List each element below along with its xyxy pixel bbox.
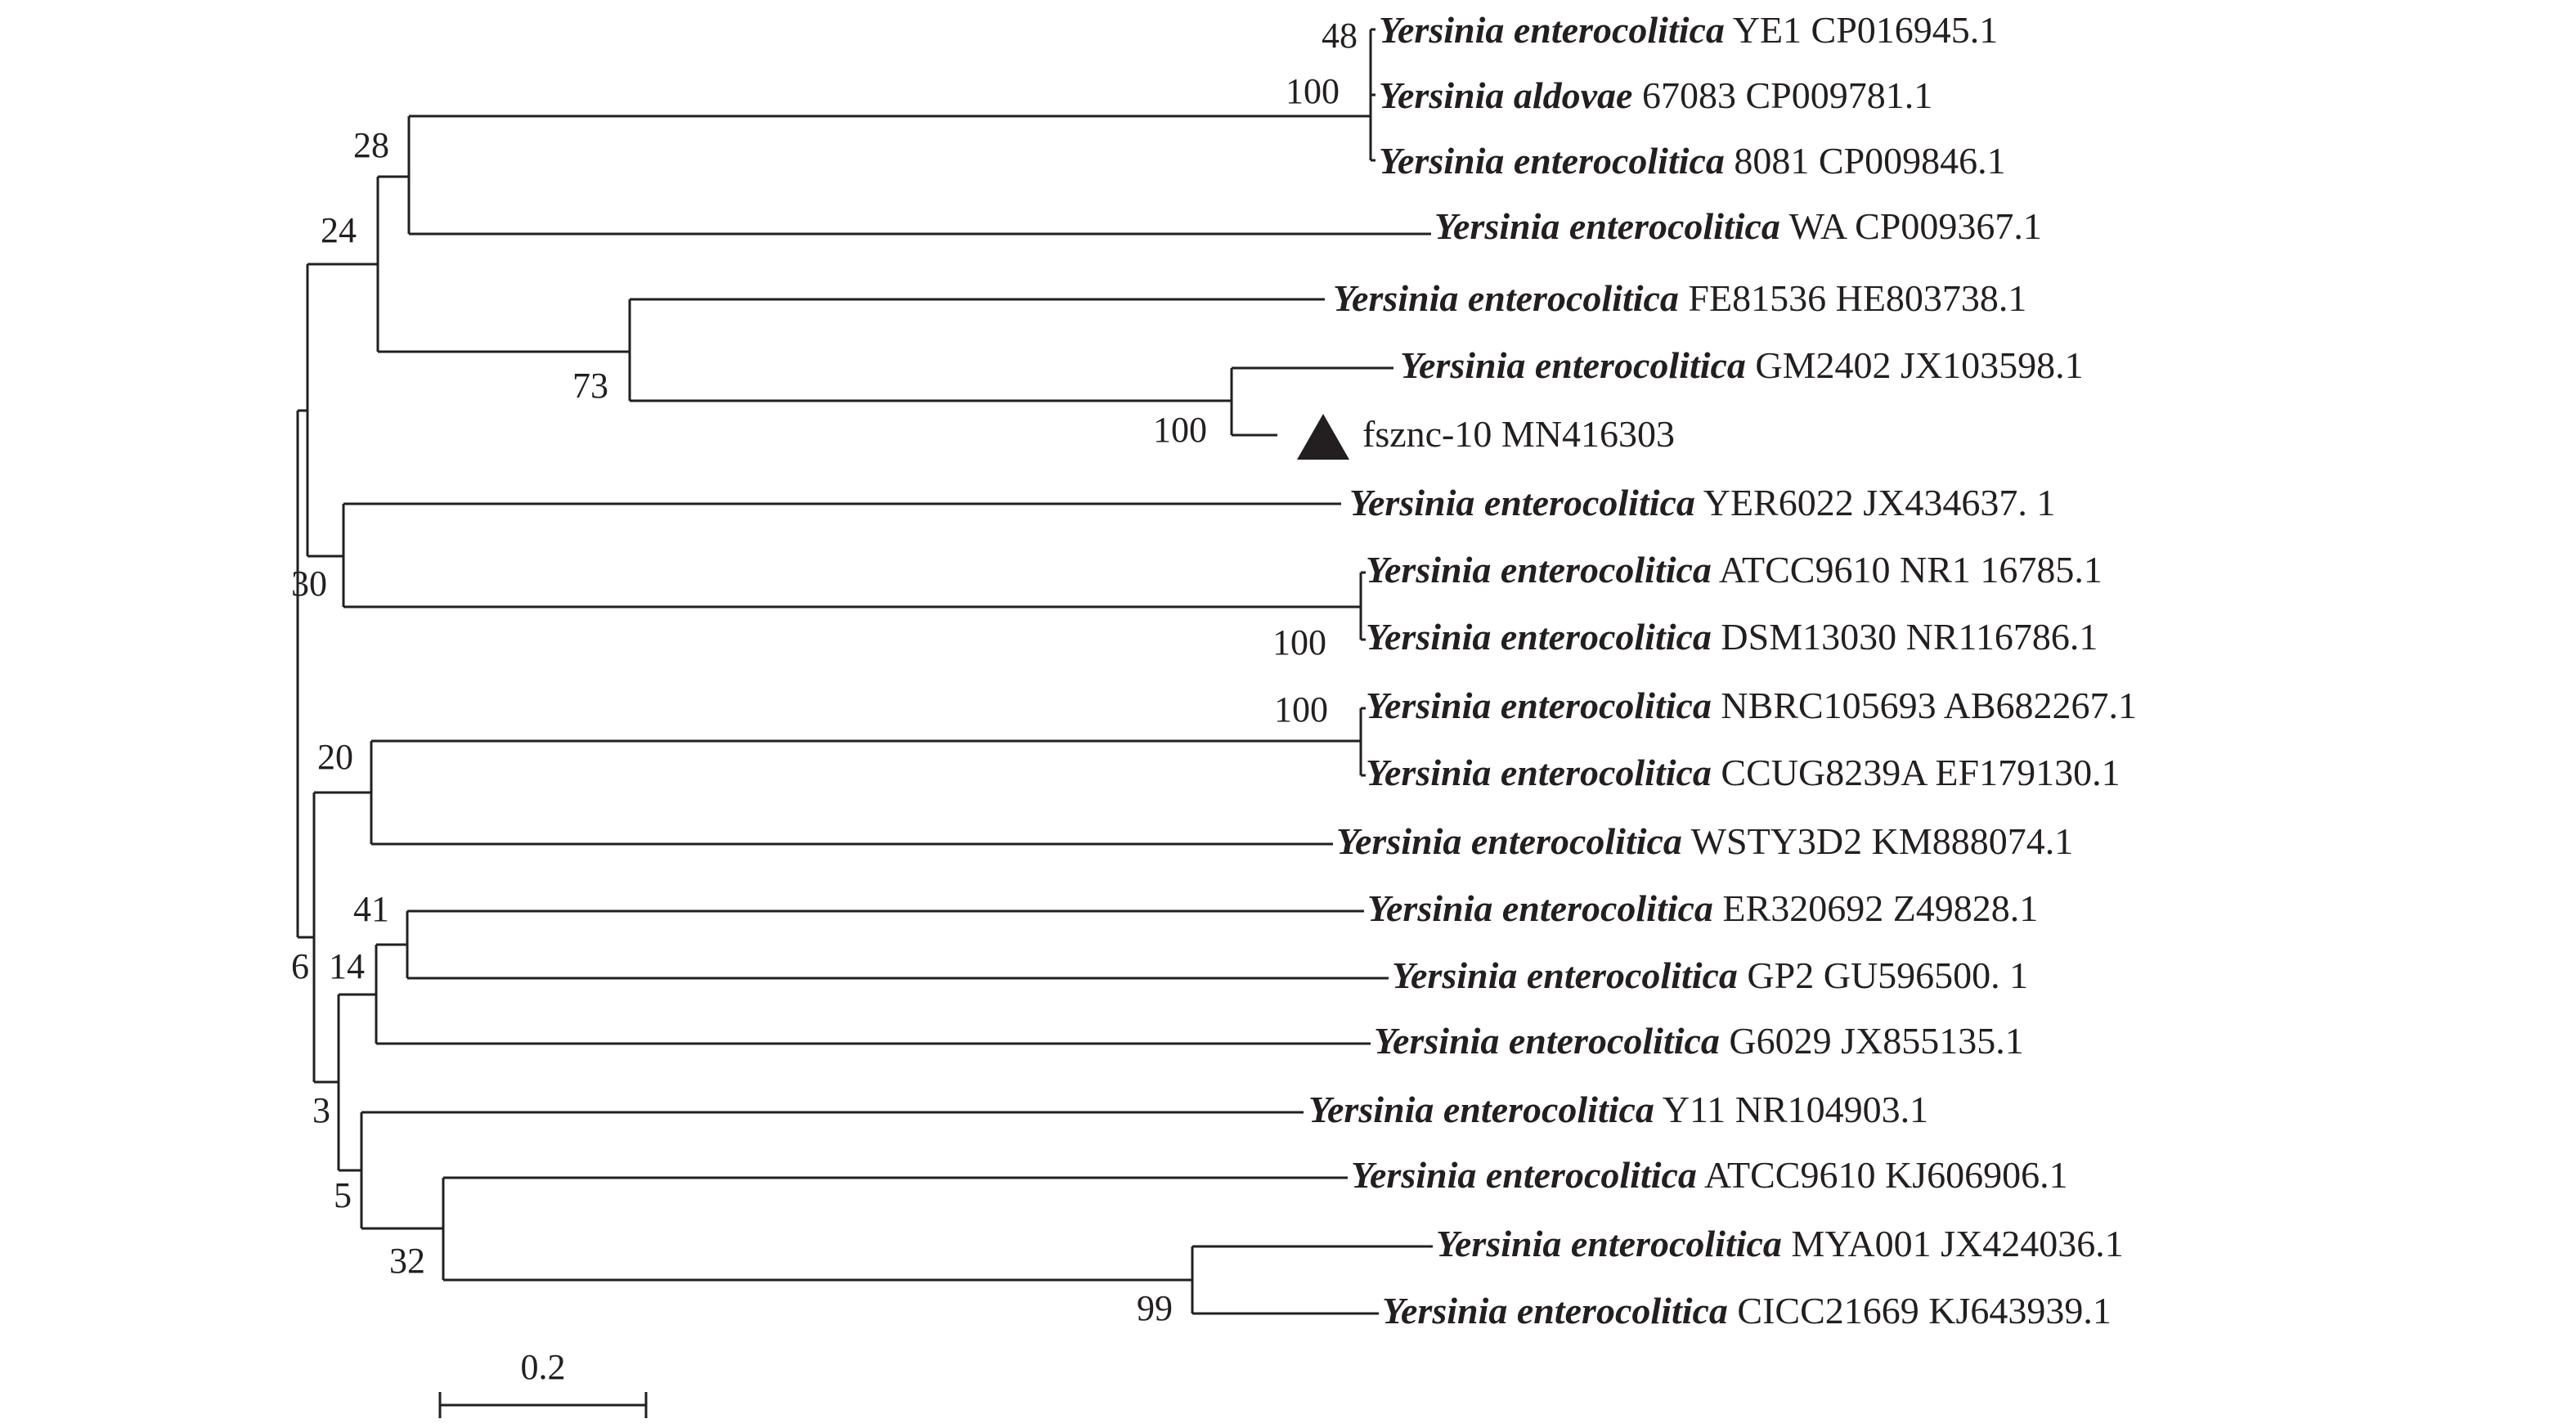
species-name: Yersinia enterocolitica — [1308, 1089, 1654, 1130]
leaf-label — [1374, 1020, 2024, 1062]
species-name: Yersinia enterocolitica — [1336, 820, 1682, 862]
strain-accession: MYA001 JX424036.1 — [1791, 1223, 2124, 1264]
scale-bar — [440, 1347, 646, 1418]
strain-accession: FE81536 HE803738.1 — [1688, 277, 2027, 319]
strain-accession: CCUG8239A EF179130.1 — [1721, 752, 2120, 793]
strain-accession: CICC21669 KJ643939.1 — [1737, 1290, 2112, 1331]
species-name: Yersinia enterocolitica — [1349, 482, 1695, 523]
species-name: Yersinia enterocolitica — [1366, 752, 1712, 793]
scale-bar-label: 0.2 — [520, 1347, 566, 1387]
leaf-label — [1379, 9, 1998, 51]
strain-accession: DSM13030 NR116786.1 — [1721, 616, 2098, 658]
leaf-label — [1400, 344, 2084, 386]
leaf-label — [1366, 549, 2103, 591]
strain-accession: 8081 CP009846.1 — [1734, 140, 2006, 182]
strain-accession: fsznc-10 MN416303 — [1362, 413, 1675, 455]
bootstrap-value: 48 — [1322, 16, 1358, 56]
leaf-label — [1367, 887, 2038, 929]
species-name: Yersinia aldovae — [1379, 74, 1633, 116]
bootstrap-value: 100 — [1272, 622, 1326, 662]
bootstrap-value: 41 — [353, 889, 389, 929]
bootstrap-value: 14 — [329, 946, 365, 986]
leaf-label — [1351, 1154, 2068, 1196]
bootstrap-value: 6 — [291, 946, 309, 986]
strain-accession: ATCC9610 KJ606906.1 — [1703, 1154, 2068, 1196]
species-name: Yersinia enterocolitica — [1379, 9, 1725, 51]
species-name: Yersinia enterocolitica — [1351, 1154, 1697, 1196]
leaf-label — [1333, 277, 2026, 319]
strain-accession: GM2402 JX103598.1 — [1755, 344, 2084, 386]
species-name: Yersinia enterocolitica — [1367, 887, 1713, 929]
bootstrap-value: 28 — [353, 125, 389, 165]
strain-accession: ATCC9610 NR1 16785.1 — [1718, 549, 2103, 591]
species-name: Yersinia enterocolitica — [1382, 1290, 1728, 1331]
leaf-label — [1366, 752, 2120, 793]
leaf-label — [1308, 1089, 1928, 1130]
strain-accession: WA CP009367.1 — [1788, 205, 2042, 247]
bootstrap-value: 100 — [1274, 689, 1328, 730]
species-name: Yersinia enterocolitica — [1379, 140, 1725, 182]
tree-branches — [298, 29, 1433, 1313]
species-name: Yersinia enterocolitica — [1392, 954, 1738, 996]
species-name: Yersinia enterocolitica — [1366, 549, 1712, 591]
strain-accession: WSTY3D2 KM888074.1 — [1690, 820, 2074, 862]
species-name: Yersinia enterocolitica — [1374, 1020, 1720, 1062]
bootstrap-value: 100 — [1153, 410, 1207, 450]
species-name: Yersinia enterocolitica — [1436, 1223, 1782, 1264]
species-name: Yersinia enterocolitica — [1400, 344, 1746, 386]
bootstrap-values — [291, 16, 1358, 1328]
bootstrap-value: 20 — [317, 737, 353, 777]
strain-accession: GP2 GU596500. 1 — [1747, 954, 2029, 996]
species-name: Yersinia enterocolitica — [1366, 685, 1712, 726]
leaf-label — [1436, 1223, 2124, 1264]
species-name: Yersinia enterocolitica — [1333, 277, 1679, 319]
leaf-label — [1379, 140, 2006, 182]
species-name: Yersinia enterocolitica — [1366, 616, 1712, 658]
strain-accession: ER320692 Z49828.1 — [1722, 887, 2039, 929]
leaf-label — [1382, 1290, 2112, 1331]
leaf-label — [1379, 74, 1932, 116]
bootstrap-value: 32 — [389, 1241, 425, 1281]
leaf-label — [1336, 820, 2073, 862]
strain-accession: YER6022 JX434637. 1 — [1703, 482, 2056, 523]
leaf-label — [1349, 482, 2055, 523]
species-name: Yersinia enterocolitica — [1434, 205, 1780, 247]
bootstrap-value: 99 — [1137, 1288, 1173, 1328]
bootstrap-value: 24 — [321, 210, 357, 250]
leaf-label — [1392, 954, 2028, 996]
leaf-label — [1366, 616, 2098, 658]
strain-accession: 67083 CP009781.1 — [1641, 74, 1933, 116]
strain-accession: NBRC105693 AB682267.1 — [1721, 685, 2138, 726]
strain-accession: Y11 NR104903.1 — [1662, 1089, 1929, 1130]
bootstrap-value: 5 — [334, 1175, 352, 1215]
leaf-label — [1434, 205, 2042, 247]
bootstrap-value: 3 — [312, 1090, 330, 1130]
strain-accession: YE1 CP016945.1 — [1732, 9, 1999, 51]
bootstrap-value: 100 — [1286, 71, 1340, 111]
leaf-label — [1362, 413, 1675, 455]
bootstrap-value: 73 — [572, 366, 608, 406]
leaf-labels — [1297, 9, 2137, 1331]
bootstrap-value: 30 — [291, 564, 327, 604]
strain-accession: G6029 JX855135.1 — [1729, 1020, 2024, 1062]
leaf-label — [1366, 685, 2137, 726]
black-triangle-marker — [1297, 414, 1349, 460]
